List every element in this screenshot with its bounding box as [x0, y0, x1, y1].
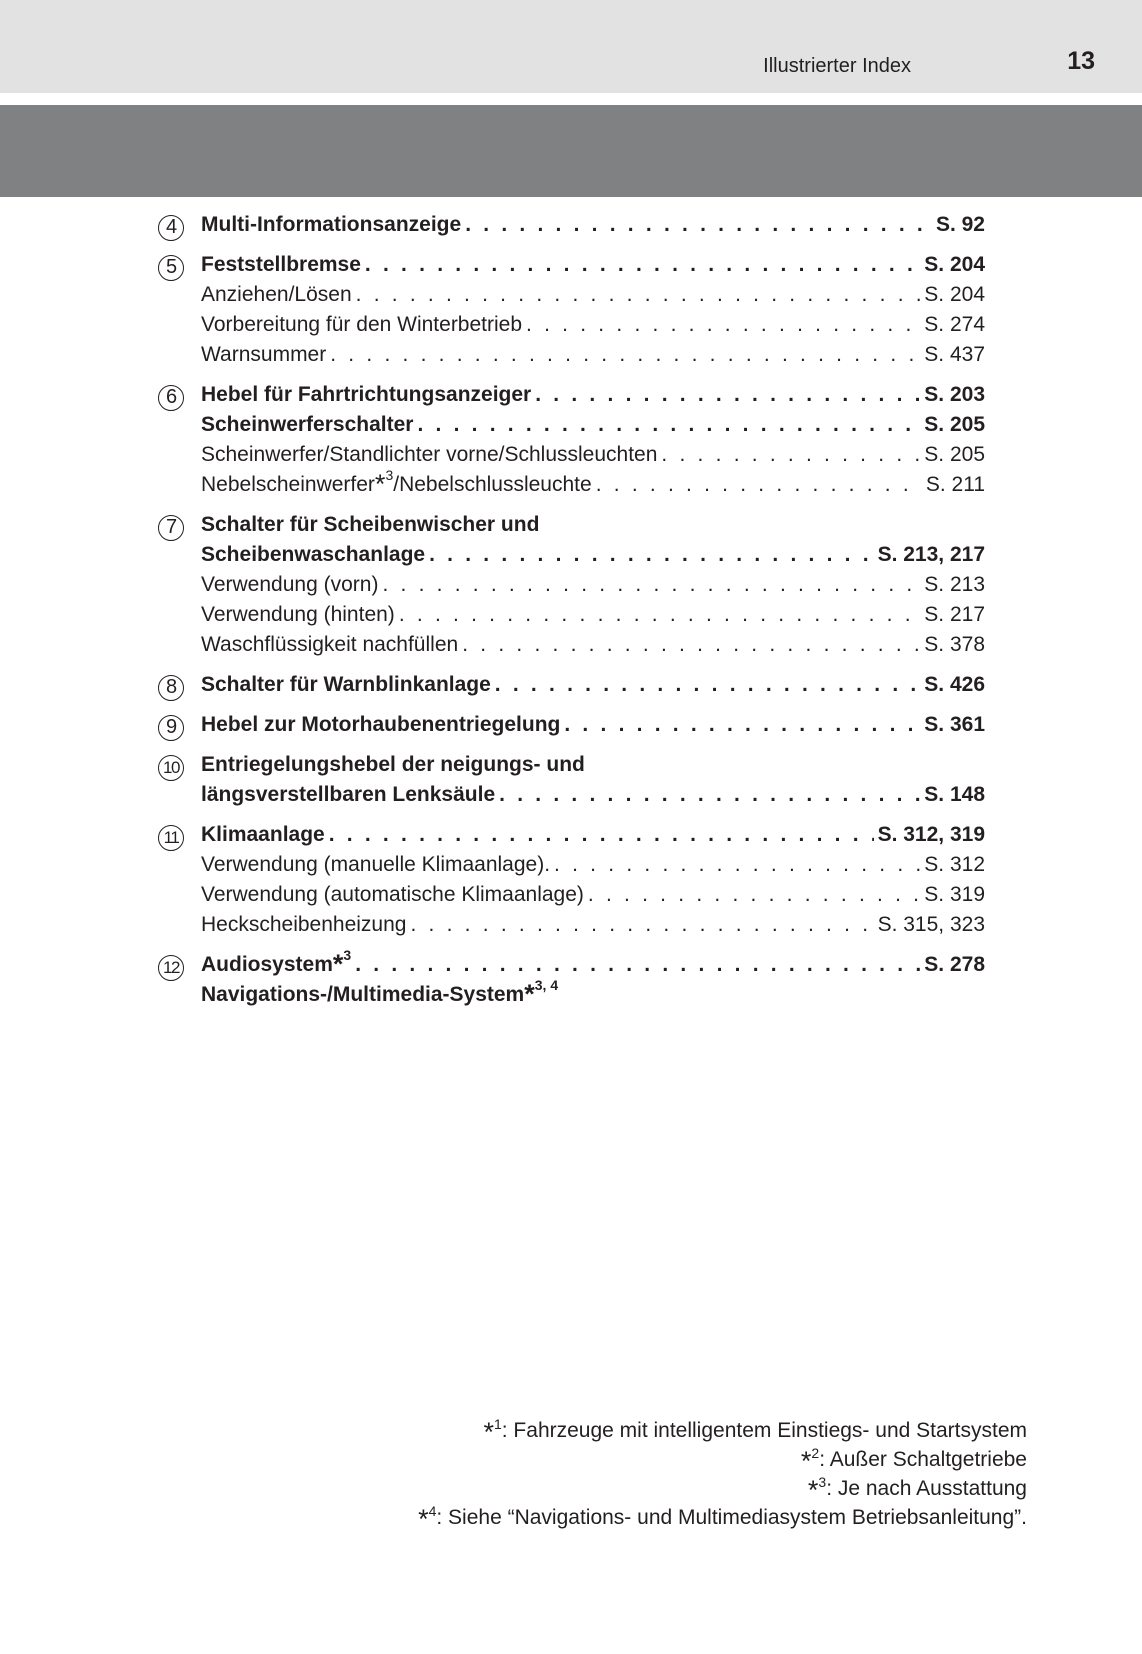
index-entry[interactable]: [201, 713, 985, 743]
entry-label: [201, 213, 461, 237]
entry-label: [201, 513, 539, 537]
entry-label-text: Scheinwerfer/Standlichter vorne/Schlussleuchten: [201, 443, 658, 466]
index-entry[interactable]: [201, 673, 985, 703]
dot-leader: [465, 213, 932, 237]
entry-label: [201, 977, 559, 1009]
entry-label-text: Schalter für Warnblinkanlage: [201, 673, 491, 696]
footnote-text: : Fahrzeuge mit intelligentem Einstiegs- und Startsystem: [501, 1419, 1027, 1442]
entry-label-text: Navigations-/Multimedia-System: [201, 983, 525, 1006]
header-band: [0, 0, 1142, 93]
index-group: [155, 513, 985, 663]
page-reference: S. 217: [924, 603, 985, 626]
entry-label-text: /Nebelschlussleuchte: [393, 473, 592, 496]
number-circle: 11: [158, 825, 184, 851]
number-circle: 8: [158, 675, 184, 701]
entry-label-text: Scheibenwaschanlage: [201, 543, 426, 566]
number-circle: 5: [158, 255, 184, 281]
footnote-text: : Siehe “Navigations- und Multimediasystem Betriebsanleitung”.: [436, 1506, 1027, 1529]
index-group: [155, 823, 985, 943]
entry-label-text: Warnsummer: [201, 343, 327, 366]
index-list: [155, 213, 985, 1023]
index-entry[interactable]: [201, 467, 985, 503]
index-group: [155, 253, 985, 373]
entry-label: [201, 853, 550, 877]
dot-leader: [499, 783, 920, 807]
footnote-asterisk: *: [800, 1446, 812, 1476]
entry-label-text: Anziehen/Lösen: [201, 283, 352, 306]
footnote-ref: 3: [343, 947, 352, 963]
entry-label-text: Hebel für Fahrtrichtungsanzeiger: [201, 383, 532, 406]
dot-leader: [526, 313, 920, 337]
entry-label: [201, 753, 585, 777]
dot-leader: [417, 413, 920, 437]
index-entry[interactable]: [201, 753, 985, 783]
index-entry[interactable]: [201, 913, 985, 943]
dot-leader: [564, 713, 920, 737]
footnote-number: 4: [428, 1503, 437, 1519]
entry-label-text: Scheinwerferschalter: [201, 413, 414, 436]
index-entry[interactable]: [201, 783, 985, 813]
page-reference: S. 92: [935, 213, 985, 236]
footnote-asterisk: *: [418, 1504, 429, 1534]
dot-leader: [356, 283, 921, 307]
entry-label-text: längsverstellbaren Lenksäule: [201, 783, 496, 806]
page-reference: S. 426: [924, 673, 985, 696]
footnote-asterisk: *: [374, 469, 386, 499]
dot-leader: [329, 823, 874, 847]
index-entry[interactable]: [201, 883, 985, 913]
index-entry[interactable]: [201, 543, 985, 573]
index-entry[interactable]: [201, 283, 985, 313]
header-divider: [0, 93, 1142, 105]
index-group: [155, 383, 985, 503]
entry-label: [201, 413, 413, 437]
entry-label: [201, 443, 657, 467]
entry-label: [201, 783, 495, 807]
footnotes: [300, 1414, 1027, 1534]
footnote-asterisk: *: [332, 949, 344, 979]
index-entry[interactable]: [201, 343, 985, 373]
page-reference: S. 378: [924, 633, 985, 656]
index-entry[interactable]: [201, 853, 985, 883]
entry-label: [201, 543, 425, 567]
index-entry[interactable]: [201, 313, 985, 343]
entry-label-text: Audiosystem: [201, 953, 333, 976]
entry-label: [201, 823, 325, 847]
footnote-number: 3: [818, 1474, 827, 1490]
page-number: 13: [1067, 47, 1095, 75]
page-reference: S. 319: [924, 883, 985, 906]
footnote-asterisk: *: [807, 1475, 819, 1505]
footnote-text: : Je nach Ausstattung: [826, 1477, 1027, 1500]
entry-label-text: Klimaanlage: [201, 823, 325, 846]
entry-label-text: Verwendung (automatische Klimaanlage): [201, 883, 584, 906]
index-entry[interactable]: [201, 513, 985, 543]
index-group: [155, 753, 985, 813]
dot-leader: [399, 603, 920, 627]
entry-label-text: Waschflüssigkeit nachfüllen: [201, 633, 459, 656]
page-reference: S. 312, 319: [877, 823, 985, 846]
index-entry[interactable]: [201, 213, 985, 243]
number-circle: 9: [158, 715, 184, 741]
index-group: [155, 947, 985, 1013]
footnote-line: [300, 1472, 1027, 1505]
number-circle: 4: [158, 215, 184, 241]
page-reference: S. 213: [924, 573, 985, 596]
index-group: [155, 213, 985, 243]
dot-leader: [365, 253, 920, 277]
entry-label-text: Multi-Informationsanzeige: [201, 213, 462, 236]
page-reference: S. 361: [924, 713, 985, 736]
index-entry[interactable]: [201, 823, 985, 853]
entry-label: [201, 383, 531, 407]
entry-label: [201, 283, 352, 307]
index-entry[interactable]: [201, 947, 985, 983]
page-reference: S. 148: [924, 783, 985, 806]
index-entry[interactable]: [201, 443, 985, 473]
page-reference: S. 211: [925, 473, 985, 496]
page-reference: S. 205: [924, 443, 985, 466]
dot-leader: [462, 633, 920, 657]
entry-label: [201, 633, 458, 657]
number-circle: 6: [158, 385, 184, 411]
entry-label-text: Schalter für Scheibenwischer und: [201, 513, 540, 536]
gray-banner: [0, 105, 1142, 197]
footnote-line: [300, 1414, 1027, 1447]
footnote-asterisk: *: [483, 1417, 494, 1447]
index-entry[interactable]: [201, 383, 985, 413]
entry-label-text: Verwendung (manuelle Klimaanlage).: [201, 853, 551, 876]
dot-leader: [535, 383, 920, 407]
page-reference: S. 203: [924, 383, 985, 406]
index-entry[interactable]: [201, 573, 985, 603]
entry-label-text: Verwendung (hinten): [201, 603, 395, 626]
footnote-number: 1: [493, 1416, 502, 1432]
entry-label: [201, 603, 395, 627]
index-entry[interactable]: [201, 977, 985, 1013]
dot-leader: [495, 673, 920, 697]
footnote-asterisk: *: [524, 979, 535, 1009]
footnote-line: [300, 1443, 1027, 1476]
entry-label-text: Nebelscheinwerfer: [201, 473, 375, 496]
entry-label-text: Heckscheibenheizung: [201, 913, 407, 936]
entry-label-text: Entriegelungshebel der neigungs- und: [201, 753, 585, 776]
number-circle: 12: [158, 955, 184, 981]
index-group: [155, 673, 985, 703]
index-entry[interactable]: [201, 253, 985, 283]
section-title: Illustrierter Index: [763, 55, 911, 77]
number-circle: 7: [158, 515, 184, 541]
dot-leader: [596, 473, 922, 497]
entry-label-text: Hebel zur Motorhaubenentriegelung: [201, 713, 561, 736]
entry-label: [201, 573, 378, 597]
footnote-text: : Außer Schaltgetriebe: [819, 1448, 1027, 1471]
page-reference: S. 204: [924, 283, 985, 306]
footnote-number: 2: [811, 1445, 820, 1461]
page-reference: S. 274: [924, 313, 985, 336]
number-circle: 10: [158, 755, 184, 781]
entry-label: [201, 467, 592, 499]
entry-label: [201, 883, 584, 907]
footnote-ref: 3: [385, 467, 394, 483]
index-entry[interactable]: [201, 633, 985, 663]
entry-label-text: Feststellbremse: [201, 253, 361, 276]
entry-label: [201, 313, 522, 337]
dot-leader: [554, 853, 920, 877]
page-reference: S. 205: [924, 413, 985, 436]
page-reference: S. 278: [924, 953, 985, 976]
index-entry[interactable]: [201, 603, 985, 633]
index-group: [155, 713, 985, 743]
entry-label: [201, 253, 361, 277]
page-reference: S. 312: [924, 853, 985, 876]
dot-leader: [330, 343, 920, 367]
dot-leader: [410, 913, 873, 937]
page-reference: S. 437: [924, 343, 985, 366]
dot-leader: [429, 543, 873, 567]
page-reference: S. 204: [924, 253, 985, 276]
entry-label: [201, 343, 326, 367]
dot-leader: [588, 883, 920, 907]
entry-label: [201, 713, 560, 737]
page-reference: S. 213, 217: [877, 543, 985, 566]
footnote-line: [300, 1501, 1027, 1534]
page-reference: S. 315, 323: [877, 913, 985, 936]
entry-label: [201, 913, 406, 937]
index-entry[interactable]: [201, 413, 985, 443]
entry-label: [201, 947, 352, 979]
entry-label-text: Verwendung (vorn): [201, 573, 379, 596]
footnote-ref: 3, 4: [534, 977, 559, 993]
dot-leader: [355, 953, 920, 977]
entry-label: [201, 673, 491, 697]
dot-leader: [382, 573, 920, 597]
dot-leader: [661, 443, 920, 467]
entry-label-text: Vorbereitung für den Winterbetrieb: [201, 313, 523, 336]
